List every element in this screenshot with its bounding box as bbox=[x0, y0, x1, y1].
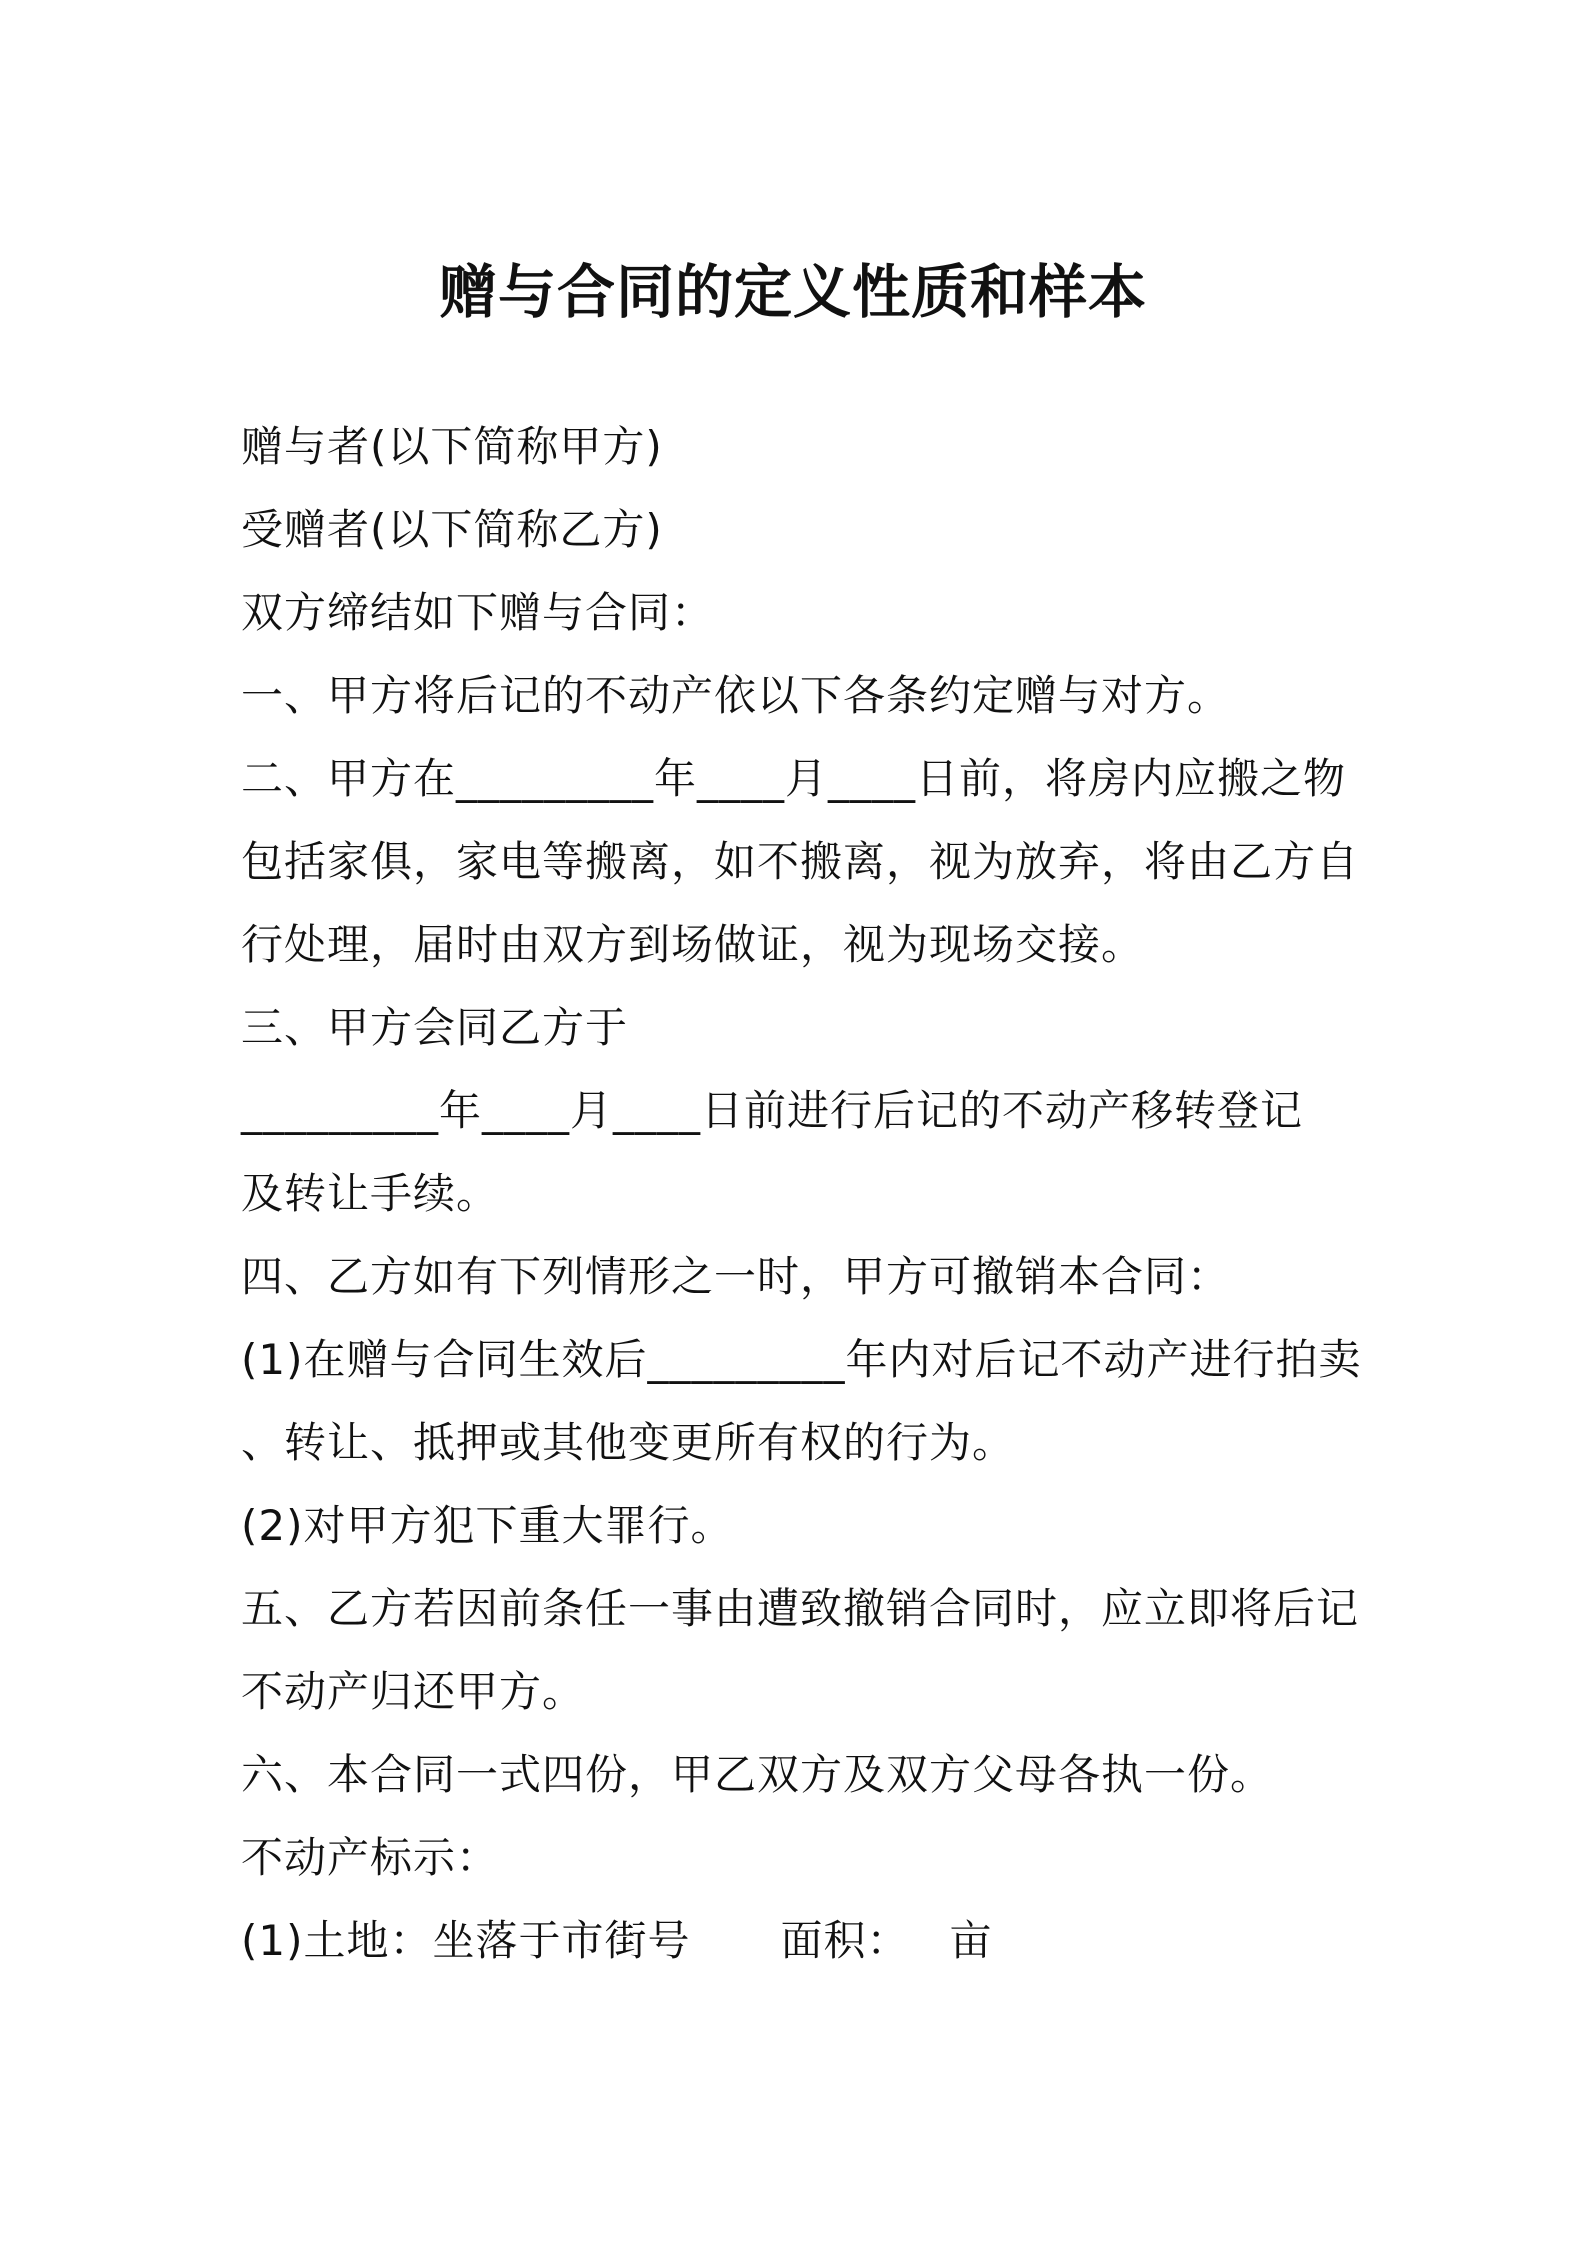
land-description-line bbox=[241, 1899, 1361, 1982]
clause-3-line-2: _________年____月____日前进行后记的不动产移转登记 bbox=[241, 1086, 1304, 1135]
document-title: 赠与合同的定义性质和样本 bbox=[438, 258, 1147, 326]
clause-2-line-1: 二、甲方在_________年____月____日前，将房内应搬之物 bbox=[241, 754, 1347, 803]
clause-3-line-1: 三、甲方会同乙方于 bbox=[241, 1003, 629, 1052]
clause-4-item-1-line-1: (1)在赠与合同生效后_________年内对后记不动产进行拍卖 bbox=[241, 1335, 1362, 1384]
clause-2-line-3: 行处理，届时由双方到场做证，视为现场交接。 bbox=[241, 920, 1145, 969]
land-area-unit: 亩 bbox=[949, 1916, 993, 1965]
clause-4-line-1: 四、乙方如有下列情形之一时，甲方可撤销本合同： bbox=[241, 1252, 1231, 1301]
clause-5-line-2: 不动产归还甲方。 bbox=[241, 1667, 586, 1716]
agreement-intro-line: 双方缔结如下赠与合同： bbox=[241, 588, 715, 637]
document-body bbox=[241, 405, 1361, 1982]
land-location-text: (1)土地：坐落于市街号 bbox=[241, 1916, 691, 1965]
clause-6-line: 六、本合同一式四份，甲乙双方及双方父母各执一份。 bbox=[241, 1750, 1274, 1799]
clause-4-item-2-line: (2)对甲方犯下重大罪行。 bbox=[241, 1501, 734, 1550]
clause-4-item-1-line-2: 、转让、抵押或其他变更所有权的行为。 bbox=[241, 1418, 1016, 1467]
land-area-label: 面积： bbox=[780, 1916, 910, 1965]
party-a-line: 赠与者(以下简称甲方) bbox=[241, 422, 663, 471]
property-label-line: 不动产标示： bbox=[241, 1833, 500, 1882]
clause-5-line-1: 五、乙方若因前条任一事由遭致撤销合同时，应立即将后记 bbox=[241, 1584, 1360, 1633]
clause-2-line-2: 包括家俱，家电等搬离，如不搬离，视为放弃，将由乙方自 bbox=[241, 837, 1360, 886]
clause-3-line-3: 及转让手续。 bbox=[241, 1169, 500, 1218]
party-b-line: 受赠者(以下简称乙方) bbox=[241, 505, 663, 554]
clause-1-line: 一、甲方将后记的不动产依以下各条约定赠与对方。 bbox=[241, 671, 1231, 720]
